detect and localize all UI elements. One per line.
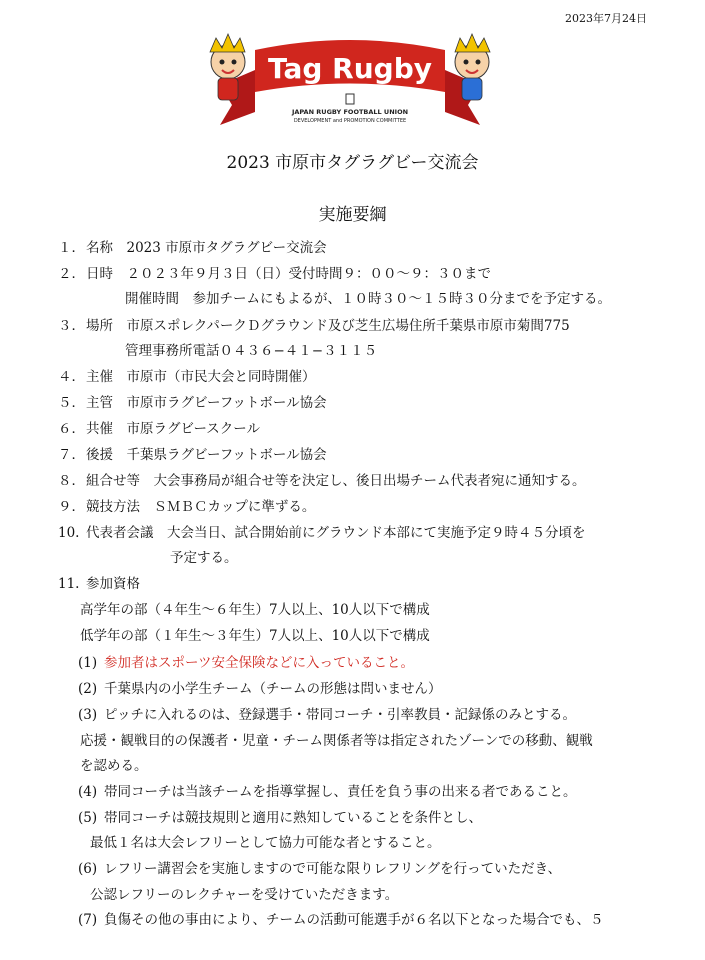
document-title: 2023 市原市タグラグビー交流会 [226,153,479,173]
item-text: 予定する。 [170,550,238,566]
union-emblem-icon [346,94,354,104]
item-text: 千葉県内の小学生チーム（チームの形態は問いません） [104,681,442,697]
logo-committee: DEVELOPMENT and PROMOTION COMMITTEE [293,118,407,124]
item-text: 帯同コーチは競技規則と適用に熟知していることを条件とし、 [104,810,482,826]
item-text: 参加資格 [86,576,140,592]
item-number: ８． [58,473,85,489]
item-text: ピッチに入れるのは、登録選手・帯同コーチ・引率教員・記録係のみとする。 [104,707,576,723]
item-number: 11. [58,576,80,592]
item-text: 場所 市原スポレクパークＤグラウンド及び芝生広場住所千葉県市原市菊間775 [86,318,570,334]
item-text: 日時 ２０２３年９月３日（日）受付時間９：００〜９：３０まで [86,266,491,282]
item-number: ７． [58,447,85,463]
item-number: (7) [78,912,98,928]
item-text: 代表者会議 大会当日、試合開始前にグラウンド本部にて実施予定９時４５分頃を [86,525,586,541]
item-number: (4) [78,784,98,800]
logo-title: Tag Rugby [267,52,433,85]
item-text: 応援・観戦目的の保護者・児童・チーム関係者等は指定されたゾーンでの移動、観戦 [80,733,593,749]
item-text: 後援 千葉県ラグビーフットボール協会 [86,447,327,463]
item-number: ５． [58,395,85,411]
tag-rugby-logo [200,30,500,130]
item-number: (6) [78,861,98,877]
item-number: ２． [58,266,85,282]
document-subtitle: 実施要綱 [318,205,387,225]
item-number: ３． [58,318,85,334]
item-number: (3) [78,707,98,723]
item-text: 管理事務所電話０４３６−４１−３１１５ [125,343,378,359]
item-text: 名称 2023 市原市タグラグビー交流会 [86,240,327,256]
item-text: 高学年の部（４年生〜６年生）7人以上、10人以下で構成 [80,602,430,618]
item-text: 競技方法 ＳＭＢＣカップに準ずる。 [86,499,316,515]
item-number: (2) [78,681,98,697]
item-number: 10. [58,525,80,541]
item-text: 最低１名は大会レフリーとして協力可能な者とすること。 [90,835,441,851]
item-text: 公認レフリーのレクチャーを受けていただきます。 [90,887,399,903]
item-text: レフリー講習会を実施しますので可能な限りレフリングを行っていただき、 [104,861,562,877]
item-text: 主管 市原市ラグビーフットボール協会 [86,395,327,411]
item-number: ４． [58,369,85,385]
item-text: 帯同コーチは当該チームを指導掌握し、責任を負う事の出来る者であること。 [104,784,577,800]
document-date: 2023年7月24日 [565,12,647,25]
item-text: 開催時間 参加チームにもよるが、１０時３０〜１５時３０分までを予定する。 [125,291,611,307]
item-number: (5) [78,810,98,826]
item-text: 共催 市原ラグビースクール [86,421,261,437]
item-number: １． [58,240,85,256]
item-number: ６． [58,421,85,437]
item-text: 組合せ等 大会事務局が組合せ等を決定し、後日出場チーム代表者宛に通知する。 [86,473,586,489]
item-text: 参加者はスポーツ安全保険などに入っていること。 [104,655,414,671]
item-text: 負傷その他の事由により、チームの活動可能選手が６名以下となった場合でも、５ [104,912,604,928]
item-text: 低学年の部（１年生〜３年生）7人以上、10人以下で構成 [80,628,430,644]
item-number: (1) [78,655,98,671]
item-text: を認める。 [80,758,148,774]
item-text: 主催 市原市（市民大会と同時開催） [86,369,316,385]
item-number: ９． [58,499,85,515]
logo-union: JAPAN RUGBY FOOTBALL UNION [291,108,409,116]
